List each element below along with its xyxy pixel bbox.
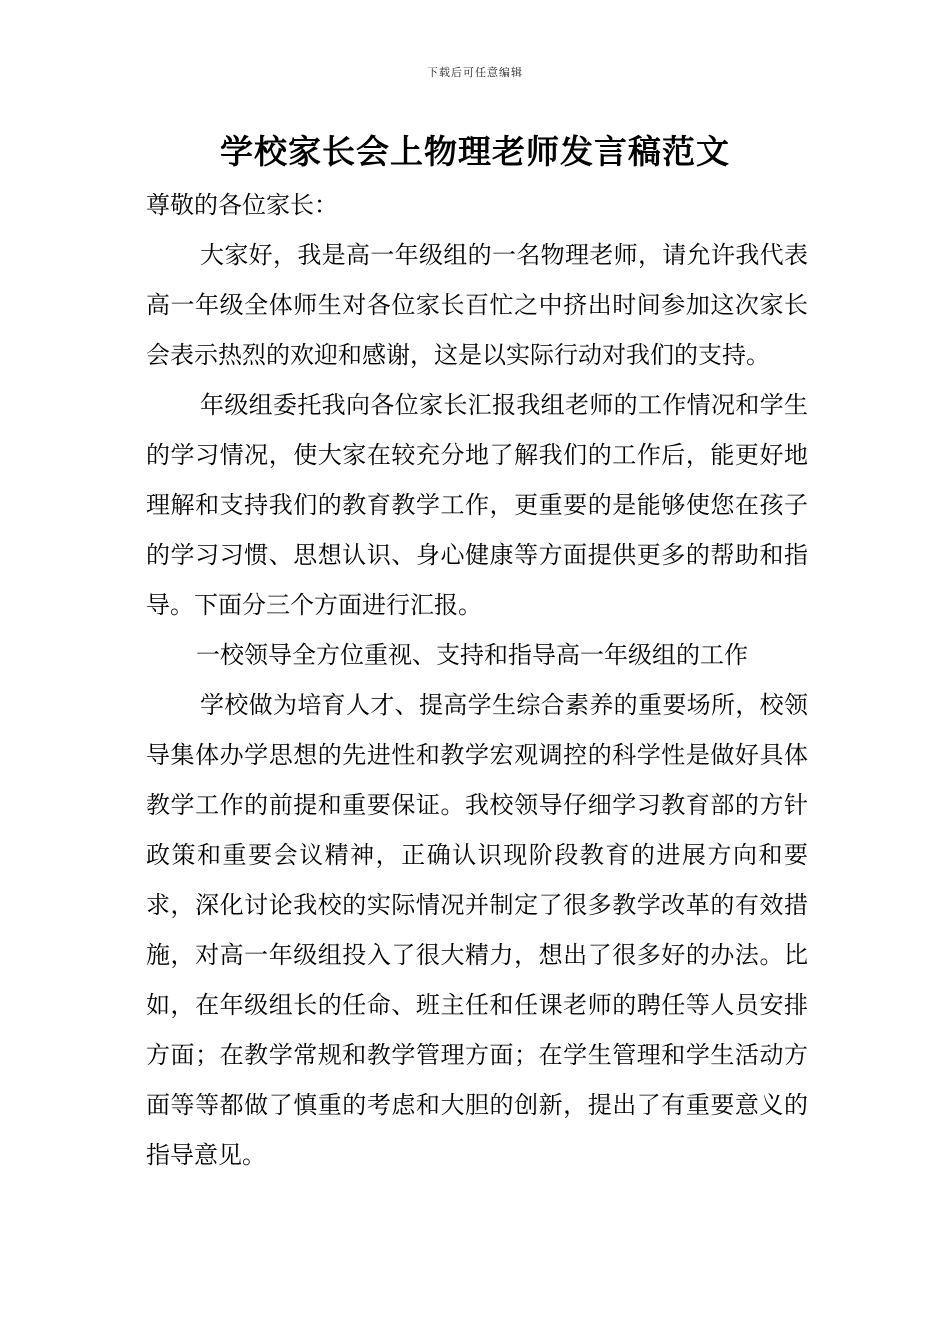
paragraph-section-body: 学校做为培育人才、提高学生综合素养的重要场所，校领导集体办学思想的先进性和教学宏观调控的科学性是做好具体教学工作的前提和重要保证。我校领导仔细学习教育部的方针政策和重要会议精神，正确认识现阶段教育的进展方向和要求，深化讨论我校的实际情况并制定了很多教学改革的有效措施，对高一年级组投入了很大精力，想出了很多好的办法。比如，在年级组长的任命、班主任和任课老师的聘任等人员安排方面；在教学常规和教学管理方面；在学生管理和学生活动方面等等都做了慎重的考虑和大胆的创新，提出了有重要意义的指导意见。	[146, 691, 808, 1169]
paragraph-greeting: 大家好，我是高一年级组的一名物理老师，请允许我代表高一年级全体师生对各位家长百忙之中挤出时间参加这次家长会表示热烈的欢迎和感谢，这是以实际行动对我们的支持。	[146, 241, 808, 369]
salutation: 尊敬的各位家长：	[146, 191, 338, 219]
section-heading: 一校领导全方位重视、支持和指导高一年级组的工作	[196, 641, 748, 669]
paragraph-report-intro: 年级组委托我向各位家长汇报我组老师的工作情况和学生的学习情况，使大家在较充分地了解我们的工作后，能更好地理解和支持我们的教育教学工作，更重要的是能够使您在孩子的学习习惯、思想认识、身心健康等方面提供更多的帮助和指导。下面分三个方面进行汇报。	[146, 391, 808, 619]
document-title: 学校家长会上物理老师发言稿范文	[220, 132, 730, 171]
header-note: 下载后可任意编辑	[427, 66, 523, 79]
document-body	[146, 180, 808, 1180]
